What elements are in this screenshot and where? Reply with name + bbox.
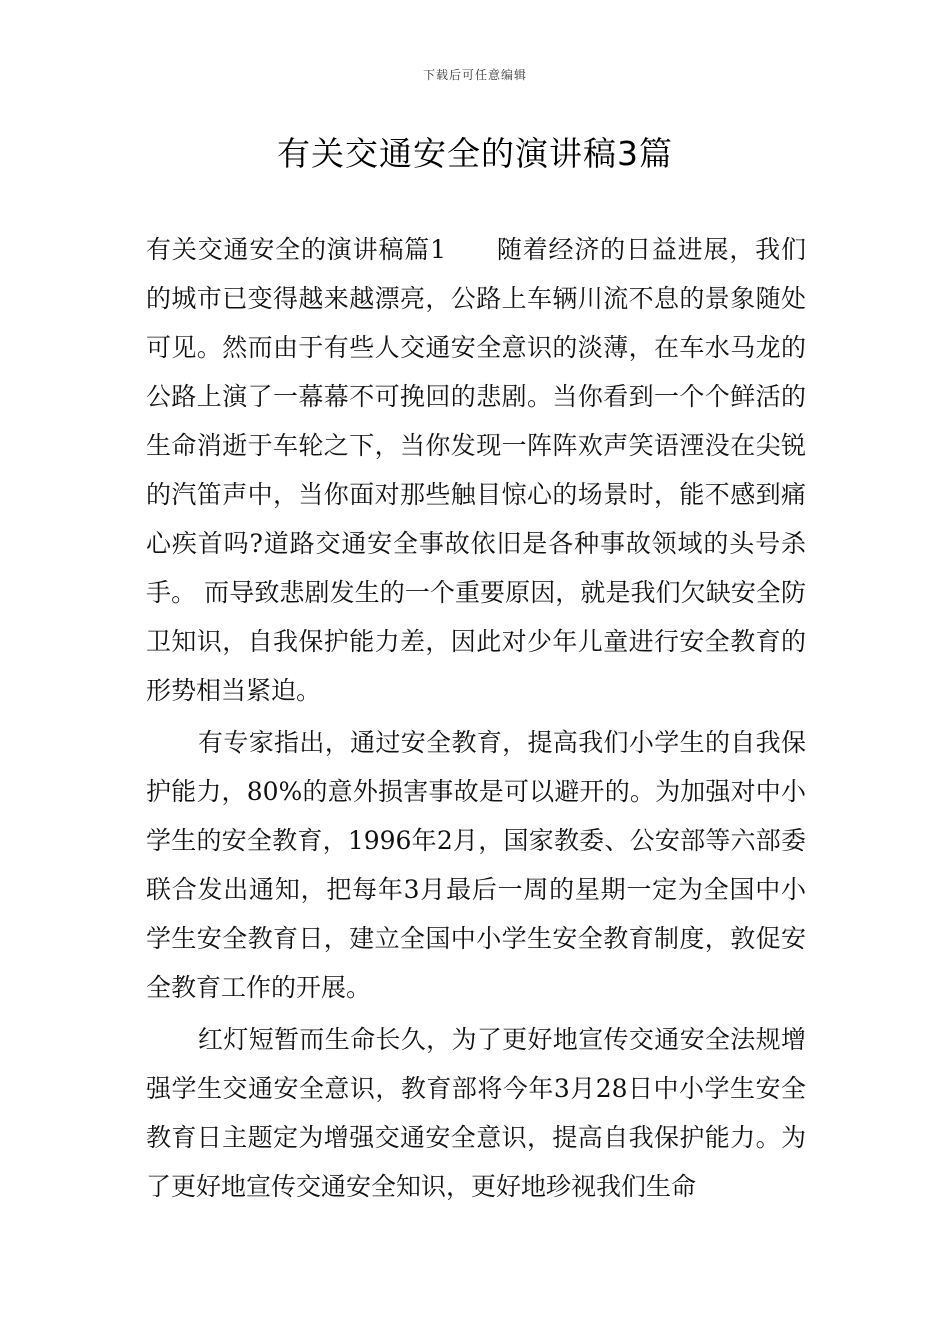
paragraph-2: 有专家指出，通过安全教育，提高我们小学生的自我保护能力，80%的意外损害事故是可以避开的。为加强对中小学生的安全教育，1996年2月，国家教委、公安部等六部委联合发出通知，把每年3月最后一周的星期一定为全国中小学生安全教育日，建立全国中小学生安全教育制度，敦促安全教育工作的开展。 [146, 728, 806, 1002]
paragraph-1-text: 随着经济的日益进展，我们的城市已变得越来越漂亮，公路上车辆川流不息的景象随处可见。然而由于有些人交通安全意识的淡薄，在车水马龙的公路上演了一幕幕不可挽回的悲剧。当你看到一个个鲜活的生命消逝于车轮之下，当你发现一阵阵欢声笑语湮没在尖锐的汽笛声中，当你面对那些触目惊心的场景时，能不感到痛心疾首吗?道路交通安全事故依旧是各种事故领域的头号杀手。 而导致悲剧发生的一个重要原因，就是我们欠缺安全防卫知识，自我保护能力差，因此对少年儿童进行安全教育的形势相当紧迫。 [146, 235, 806, 705]
paragraph-1 [146, 225, 806, 715]
header-note: 下载后可任意编辑 [422, 68, 527, 82]
document-body [146, 225, 806, 1214]
paragraph-3: 红灯短暂而生命长久，为了更好地宣传交通安全法规增强学生交通安全意识，教育部将今年3月28日中小学生安全教育日主题定为增强交通安全意识，提高自我保护能力。为了更好地宣传交通安全知识，更好地珍视我们生命 [146, 1025, 806, 1201]
document-title: 有关交通安全的演讲稿3篇 [277, 134, 673, 173]
section-heading: 有关交通安全的演讲稿篇1 [146, 235, 447, 264]
